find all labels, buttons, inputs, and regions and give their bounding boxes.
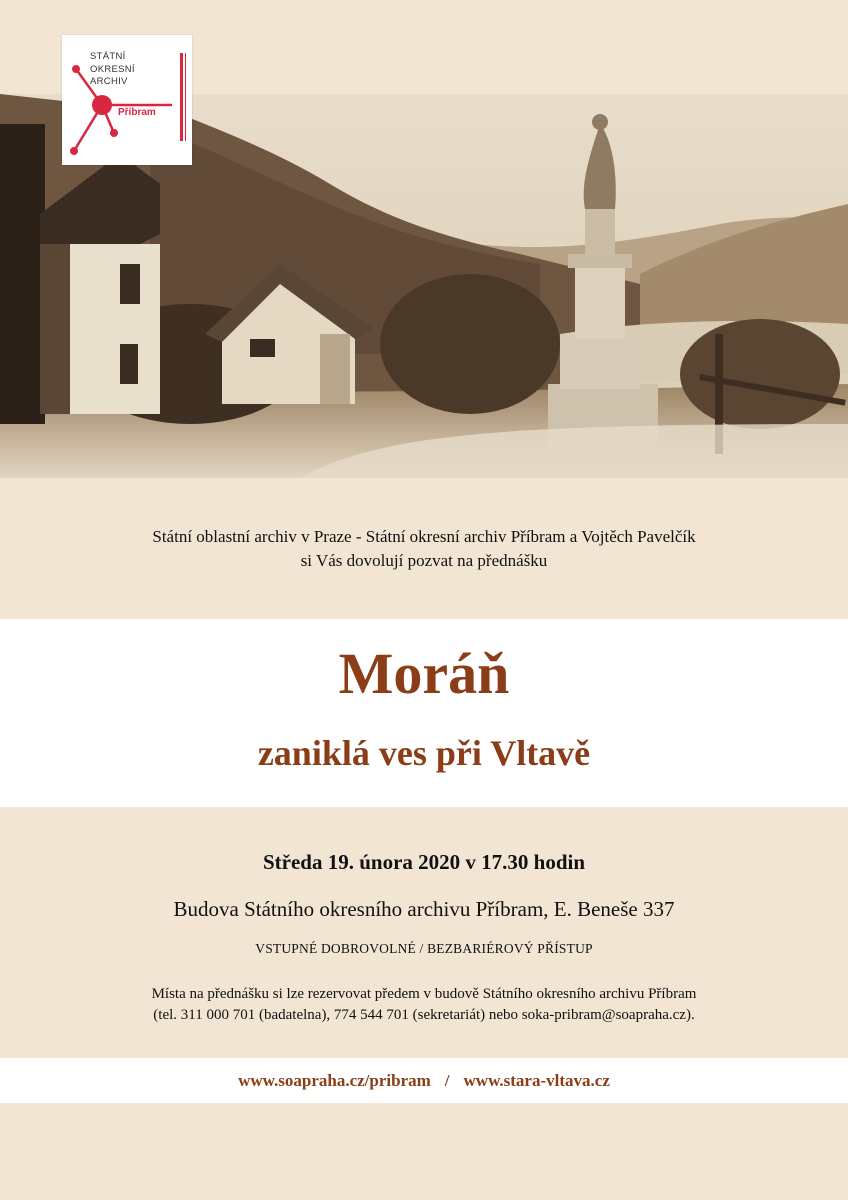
logo-book-edge bbox=[185, 53, 186, 141]
logo-line-3: ARCHIV bbox=[90, 76, 128, 87]
lecture-title: Moráň bbox=[338, 641, 510, 706]
link-separator: / bbox=[444, 1071, 450, 1090]
intro-line-2: si Vás dovolují pozvat na přednášku bbox=[300, 551, 548, 570]
reservation-line-1: Místa na přednášku si lze rezervovat předem v budově Státního okresního archivu Příbram bbox=[151, 986, 697, 1002]
event-venue: Budova Státního okresního archivu Příbram, E. Beneše 337 bbox=[173, 897, 675, 921]
website-links bbox=[0, 1069, 848, 1093]
logo-line-1: STÁTNÍ bbox=[90, 51, 126, 62]
entry-info: VSTUPNÉ DOBROVOLNÉ / BEZBARIÉROVÝ PŘÍSTUP bbox=[255, 941, 593, 956]
archive-logo bbox=[62, 35, 192, 165]
invitation-intro bbox=[0, 525, 848, 573]
title-band bbox=[0, 619, 848, 807]
link-soapraha[interactable]: www.soapraha.cz/pribram bbox=[238, 1071, 431, 1090]
logo-line-2: OKRESNÍ bbox=[90, 63, 135, 75]
link-stara-vltava[interactable]: www.stara-vltava.cz bbox=[463, 1071, 610, 1090]
links-band bbox=[0, 1058, 848, 1103]
logo-wordmark bbox=[90, 51, 135, 89]
event-date: Středa 19. února 2020 v 17.30 hodin bbox=[262, 850, 586, 874]
logo-city: Příbram bbox=[118, 107, 156, 118]
lecture-subtitle: zaniklá ves při Vltavě bbox=[257, 733, 591, 773]
reservation-line-2: (tel. 311 000 701 (badatelna), 774 544 701 (sekretariát) nebo soka-pribram@soapraha.cz). bbox=[153, 1007, 695, 1023]
logo-book-spine bbox=[180, 53, 183, 141]
intro-line-1: Státní oblastní archiv v Praze - Státní okresní archiv Příbram a Vojtěch Pavelčík bbox=[152, 527, 696, 546]
reservation-info bbox=[0, 984, 848, 1026]
